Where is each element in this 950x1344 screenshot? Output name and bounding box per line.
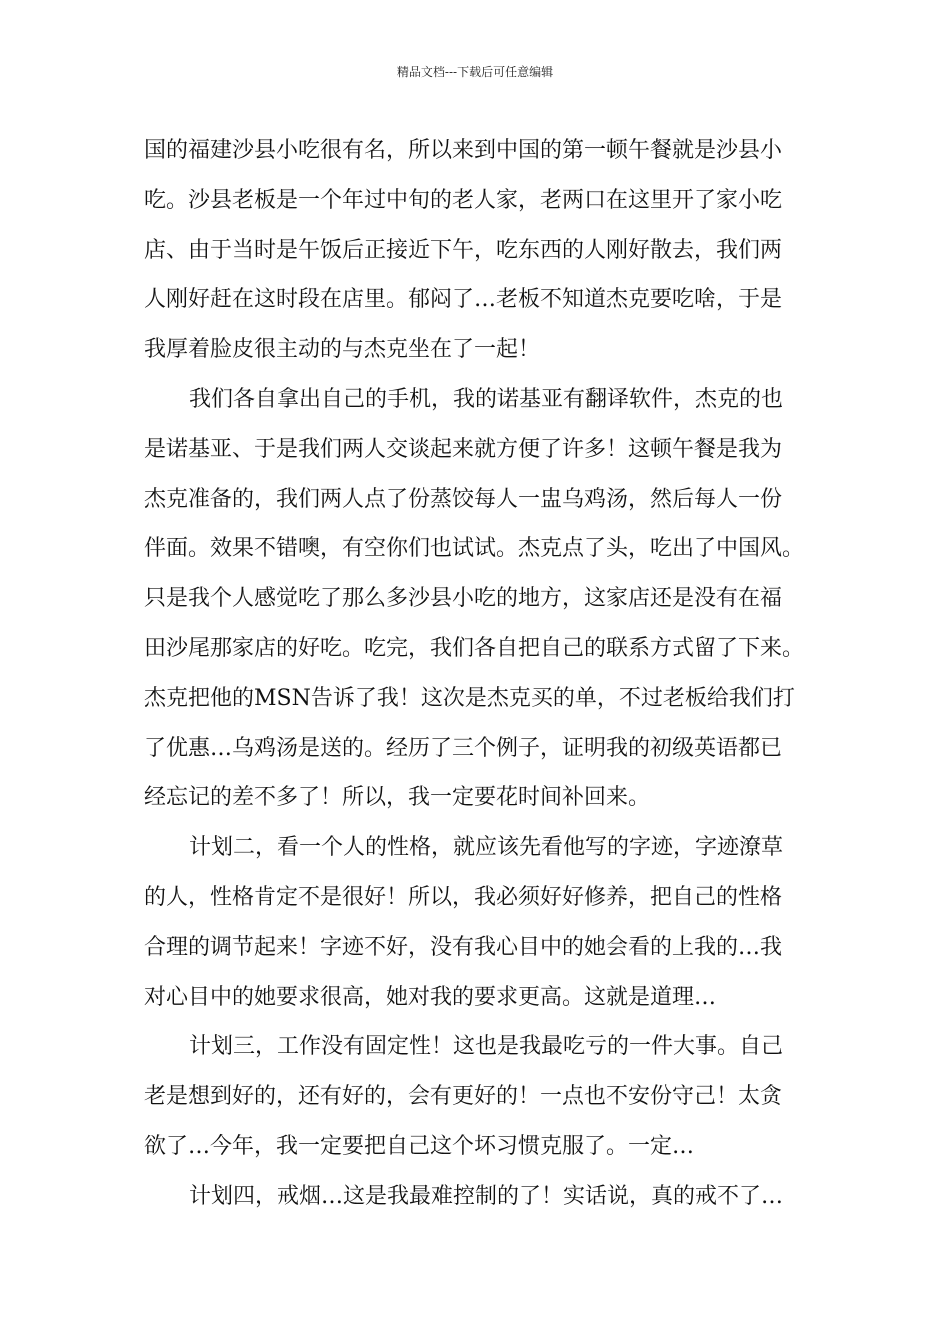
text-line: 国的福建沙县小吃很有名，所以来到中国的第一顿午餐就是沙县小 — [144, 138, 783, 163]
text-line: 杰克把他的MSN告诉了我！这次是杰克买的单，不过老板给我们打 — [144, 685, 795, 711]
text-line: 田沙尾那家店的好吃。吃完，我们各自把自己的联系方式留了下来。 — [144, 635, 805, 661]
text-line: 了优惠…乌鸡汤是送的。经历了三个例子，证明我的初级英语都已 — [144, 735, 783, 761]
text-line: 只是我个人感觉吃了那么多沙县小吃的地方，这家店还是没有在福 — [144, 586, 783, 612]
text-line: 老是想到好的，还有好的，会有更好的！一点也不安份守己！太贪 — [144, 1084, 783, 1110]
text-line: 伴面。效果不错噢，有空你们也试试。杰克点了头，吃出了中国风。 — [144, 536, 805, 562]
paragraph-first-line: 计划三，工作没有固定性！这也是我最吃亏的一件大事。自己 — [189, 1034, 784, 1060]
text-line: 是诺基亚、于是我们两人交谈起来就方便了许多！这顿午餐是我为 — [144, 436, 783, 462]
paragraph-first-line: 计划二，看一个人的性格，就应该先看他写的字迹，字迹潦草 — [189, 835, 784, 861]
page-header: 精品文档---下载后可任意编辑 — [396, 65, 554, 79]
text-line: 的人，性格肯定不是很好！所以，我必须好好修养，把自己的性格 — [144, 884, 783, 910]
text-line: 店、由于当时是午饭后正接近下午，吃东西的人刚好散去，我们两 — [144, 237, 783, 263]
text-line: 杰克准备的，我们两人点了份蒸饺每人一盅乌鸡汤，然后每人一份 — [144, 486, 783, 512]
paragraph-first-line: 我们各自拿出自己的手机，我的诺基亚有翻译软件，杰克的也 — [189, 386, 784, 412]
text-line: 我厚着脸皮很主动的与杰克坐在了一起！ — [144, 337, 541, 363]
text-line: 人刚好赶在这时段在店里。郁闷了…老板不知道杰克要吃啥，于是 — [144, 287, 783, 313]
paragraph-first-line: 计划四，戒烟…这是我最难控制的了！实话说，真的戒不了… — [189, 1183, 784, 1209]
body-text — [144, 126, 824, 1222]
text-line: 合理的调节起来！字迹不好，没有我心目中的她会看的上我的…我 — [144, 934, 783, 960]
text-line: 经忘记的差不多了！所以，我一定要花时间补回来。 — [144, 785, 651, 811]
text-line: 欲了…今年，我一定要把自己这个坏习惯克服了。一定… — [144, 1133, 695, 1159]
text-line: 吃。沙县老板是一个年过中旬的老人家，老两口在这里开了家小吃 — [144, 187, 783, 213]
text-line: 对心目中的她要求很高，她对我的要求更高。这就是道理… — [144, 984, 717, 1010]
